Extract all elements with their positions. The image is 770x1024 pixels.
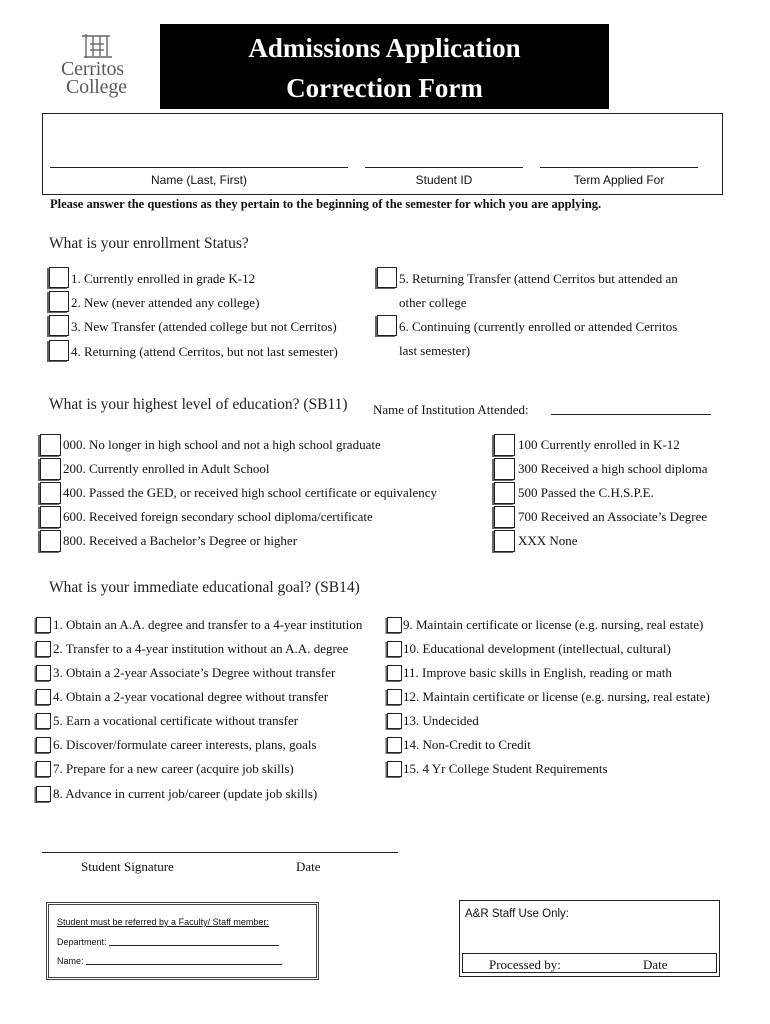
checkbox-edu-500[interactable] bbox=[494, 482, 515, 504]
student-id-field[interactable] bbox=[365, 167, 523, 168]
goal-option-1: 1. Obtain an A.A. degree and transfer to a 4-year institution bbox=[53, 617, 363, 632]
checkbox-goal-10[interactable] bbox=[387, 641, 402, 657]
instructions: Please answer the questions as they pertain to the beginning of the semester for which you are applying. bbox=[50, 197, 602, 211]
goal-option-7: 7. Prepare for a new career (acquire job skills) bbox=[53, 761, 294, 776]
edu-option-300: 300 Received a high school diploma bbox=[518, 461, 708, 476]
checkbox-edu-600[interactable] bbox=[40, 506, 61, 528]
checkbox-edu-400[interactable] bbox=[40, 482, 61, 504]
checkbox-goal-14[interactable] bbox=[387, 737, 402, 753]
processed-date-label: Date bbox=[643, 957, 668, 972]
referrer-name-label: Name bbox=[57, 956, 82, 966]
staff-title: A&R Staff Use Only: bbox=[465, 908, 569, 920]
goal-option-9: 9. Maintain certificate or license (e.g. nursing, real estate) bbox=[403, 617, 704, 632]
enroll-option-6-cont: last semester) bbox=[399, 343, 471, 358]
checkbox-goal-2[interactable] bbox=[36, 641, 51, 657]
checkbox-goal-8[interactable] bbox=[36, 786, 51, 802]
enroll-option-5-cont: other college bbox=[399, 295, 467, 310]
enroll-option-3: 3. New Transfer (attended college but not Cerritos) bbox=[71, 319, 337, 334]
checkbox-goal-1[interactable] bbox=[36, 617, 51, 633]
checkbox-edu-100[interactable] bbox=[494, 434, 515, 456]
checkbox-goal-13[interactable] bbox=[387, 713, 402, 729]
referrer-name-field[interactable] bbox=[86, 964, 282, 965]
name-label: Name (Last, First) bbox=[150, 173, 247, 187]
name-field[interactable] bbox=[50, 167, 348, 168]
goal-option-14: 14. Non-Credit to Credit bbox=[403, 737, 531, 752]
enrollment-question: What is your enrollment Status? bbox=[49, 235, 249, 252]
checkbox-goal-5[interactable] bbox=[36, 713, 51, 729]
title-banner bbox=[160, 24, 609, 109]
edu-option-400: 400. Passed the GED, or received high school certificate or equivalency bbox=[63, 485, 437, 500]
department-label: Department bbox=[57, 937, 105, 947]
edu-option-200: 200. Currently enrolled in Adult School bbox=[63, 461, 270, 476]
institution-label: Name of Institution Attended: bbox=[373, 402, 529, 417]
goal-option-13: 13. Undecided bbox=[403, 713, 479, 728]
checkbox-goal-11[interactable] bbox=[387, 665, 402, 681]
referral-box: Student must be referred by a Faculty/ Staff member: Department: Name: bbox=[46, 902, 319, 980]
goal-option-4: 4. Obtain a 2-year vocational degree without transfer bbox=[53, 689, 329, 704]
checkbox-goal-3[interactable] bbox=[36, 665, 51, 681]
checkbox-enroll-3[interactable] bbox=[49, 315, 69, 336]
checkbox-goal-7[interactable] bbox=[36, 761, 51, 777]
checkbox-edu-200[interactable] bbox=[40, 458, 61, 480]
college-logo bbox=[58, 32, 148, 102]
processed-row bbox=[462, 953, 717, 973]
goal-option-3: 3. Obtain a 2-year Associate’s Degree without transfer bbox=[53, 665, 336, 680]
edu-option-500: 500 Passed the C.H.S.P.E. bbox=[518, 485, 654, 500]
goal-option-15: 15. 4 Yr College Student Requirements bbox=[403, 761, 608, 776]
checkbox-enroll-2[interactable] bbox=[49, 291, 69, 312]
student-id-label: Student ID bbox=[415, 173, 473, 187]
checkbox-edu-000[interactable] bbox=[40, 434, 61, 456]
enroll-option-2: 2. New (never attended any college) bbox=[71, 295, 260, 310]
staff-use-box bbox=[459, 900, 720, 977]
department-field[interactable] bbox=[109, 945, 279, 946]
student-signature-label: Student Signature bbox=[81, 859, 174, 874]
checkbox-edu-300[interactable] bbox=[494, 458, 515, 480]
signature-date-label: Date bbox=[296, 859, 321, 874]
edu-option-xxx: XXX None bbox=[518, 533, 578, 548]
edu-option-600: 600. Received foreign secondary school diploma/certificate bbox=[63, 509, 373, 524]
education-question: What is your highest level of education? (SB11) bbox=[49, 396, 348, 413]
institution-field[interactable] bbox=[551, 414, 711, 415]
applicant-info-box bbox=[42, 113, 723, 195]
signature-field[interactable] bbox=[42, 852, 398, 853]
goal-option-6: 6. Discover/formulate career interests, plans, goals bbox=[53, 737, 317, 752]
enroll-option-5: 5. Returning Transfer (attend Cerritos but attended an bbox=[399, 271, 678, 286]
checkbox-goal-9[interactable] bbox=[387, 617, 402, 633]
enroll-option-6: 6. Continuing (currently enrolled or attended Cerritos bbox=[399, 319, 678, 334]
checkbox-enroll-4[interactable] bbox=[49, 340, 69, 361]
processed-by-label: Processed by: bbox=[489, 957, 561, 972]
edu-option-700: 700 Received an Associate’s Degree bbox=[518, 509, 708, 524]
checkbox-edu-xxx[interactable] bbox=[494, 530, 515, 552]
goal-question: What is your immediate educational goal? (SB14) bbox=[49, 579, 360, 596]
title-line2: Correction Form bbox=[286, 73, 483, 103]
checkbox-goal-6[interactable] bbox=[36, 737, 51, 753]
checkbox-goal-15[interactable] bbox=[387, 761, 402, 777]
logo-text-line2: College bbox=[66, 76, 127, 98]
goal-option-10: 10. Educational development (intellectual, cultural) bbox=[403, 641, 671, 656]
goal-option-11: 11. Improve basic skills in English, reading or math bbox=[403, 665, 672, 680]
enroll-option-1: 1. Currently enrolled in grade K-12 bbox=[71, 271, 256, 286]
goal-option-12: 12. Maintain certificate or license (e.g. nursing, real estate) bbox=[403, 689, 710, 704]
checkbox-goal-12[interactable] bbox=[387, 689, 402, 705]
term-label: Term Applied For bbox=[573, 173, 665, 187]
logo-text-line1: Cerritos bbox=[61, 58, 124, 80]
enroll-option-4: 4. Returning (attend Cerritos, but not last semester) bbox=[71, 344, 338, 359]
checkbox-edu-800[interactable] bbox=[40, 530, 61, 552]
title-line1: Admissions Application bbox=[248, 33, 521, 63]
building-icon bbox=[80, 32, 116, 58]
edu-option-000: 000. No longer in high school and not a high school graduate bbox=[63, 437, 381, 452]
checkbox-enroll-1[interactable] bbox=[49, 267, 69, 288]
checkbox-goal-4[interactable] bbox=[36, 689, 51, 705]
checkbox-edu-700[interactable] bbox=[494, 506, 515, 528]
goal-option-8: 8. Advance in current job/career (update job skills) bbox=[53, 786, 318, 801]
referral-title: Student must be referred by a Faculty/ Staff member: bbox=[57, 917, 269, 927]
goal-option-5: 5. Earn a vocational certificate without transfer bbox=[53, 713, 299, 728]
checkbox-enroll-5[interactable] bbox=[377, 267, 397, 288]
term-field[interactable] bbox=[540, 167, 698, 168]
checkbox-enroll-6[interactable] bbox=[377, 315, 397, 336]
edu-option-800: 800. Received a Bachelor’s Degree or higher bbox=[63, 533, 298, 548]
goal-option-2: 2. Transfer to a 4-year institution without an A.A. degree bbox=[53, 641, 349, 656]
edu-option-100: 100 Currently enrolled in K-12 bbox=[518, 437, 680, 452]
